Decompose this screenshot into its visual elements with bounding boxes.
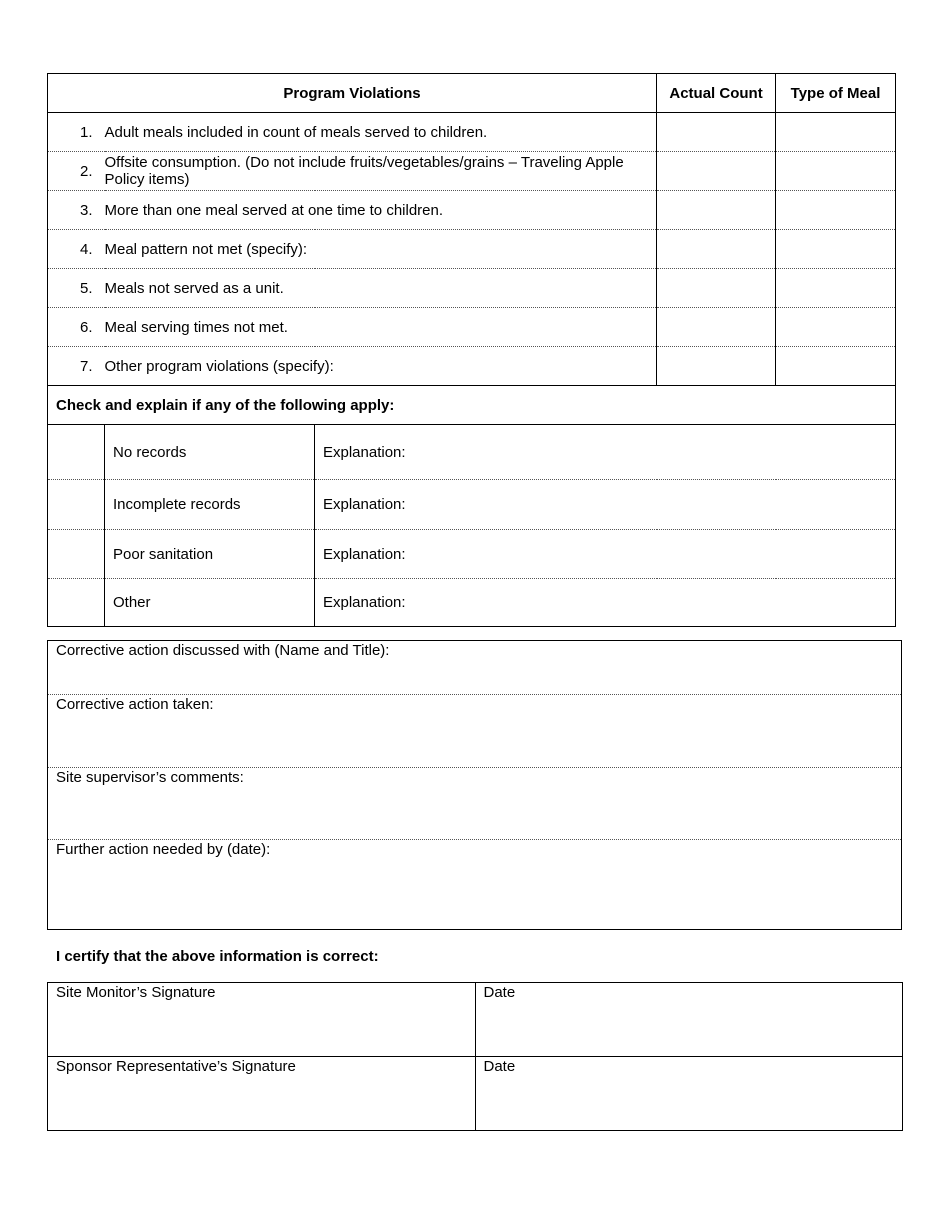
violation-row: [48, 191, 896, 230]
check-row: [48, 530, 896, 579]
action-taken-field[interactable]: Corrective action taken:: [48, 695, 902, 768]
type-of-meal-cell[interactable]: [776, 269, 896, 308]
type-of-meal-cell[interactable]: [776, 308, 896, 347]
site-monitor-signature-field[interactable]: Site Monitor’s Signature: [48, 983, 476, 1057]
check-box[interactable]: [48, 530, 105, 579]
corrective-row: [48, 768, 902, 840]
explanation-field[interactable]: Explanation:: [315, 480, 896, 530]
discussed-with-field[interactable]: Corrective action discussed with (Name and Title):: [48, 641, 902, 695]
violation-text: More than one meal served at one time to children.: [105, 191, 657, 230]
type-of-meal-cell[interactable]: [776, 230, 896, 269]
type-of-meal-cell[interactable]: [776, 152, 896, 191]
type-of-meal-header: Type of Meal: [776, 74, 896, 113]
violations-header-row: [48, 74, 896, 113]
certification-statement: I certify that the above information is correct:: [56, 948, 379, 965]
explanation-field[interactable]: Explanation:: [315, 530, 896, 579]
type-of-meal-cell[interactable]: [776, 191, 896, 230]
violation-row: [48, 113, 896, 152]
violation-number: 3.: [48, 191, 105, 230]
sponsor-rep-date-field[interactable]: Date: [475, 1057, 903, 1131]
violation-row: [48, 269, 896, 308]
violation-number: 1.: [48, 113, 105, 152]
check-row: [48, 480, 896, 530]
check-label: Other: [105, 579, 315, 627]
check-label: No records: [105, 425, 315, 480]
violation-row: [48, 230, 896, 269]
site-monitor-date-field[interactable]: Date: [475, 983, 903, 1057]
violation-number: 2.: [48, 152, 105, 191]
actual-count-cell[interactable]: [657, 230, 776, 269]
check-heading-row: [48, 386, 896, 425]
program-violations-header: Program Violations: [48, 74, 657, 113]
actual-count-cell[interactable]: [657, 113, 776, 152]
actual-count-cell[interactable]: [657, 269, 776, 308]
signature-row: [48, 983, 903, 1057]
violation-row: [48, 308, 896, 347]
corrective-row: [48, 695, 902, 768]
type-of-meal-cell[interactable]: [776, 113, 896, 152]
check-label: Incomplete records: [105, 480, 315, 530]
actual-count-cell[interactable]: [657, 347, 776, 386]
violation-text: Adult meals included in count of meals served to children.: [105, 113, 657, 152]
explanation-field[interactable]: Explanation:: [315, 579, 896, 627]
check-row: [48, 425, 896, 480]
type-of-meal-cell[interactable]: [776, 347, 896, 386]
check-row: [48, 579, 896, 627]
violation-row: [48, 347, 896, 386]
violation-text: Offsite consumption. (Do not include fruits/vegetables/grains – Traveling Apple Policy items): [105, 152, 657, 191]
check-box[interactable]: [48, 579, 105, 627]
program-violations-table: [47, 73, 896, 627]
corrective-action-table: [47, 640, 902, 930]
violation-row: [48, 152, 896, 191]
actual-count-cell[interactable]: [657, 152, 776, 191]
corrective-row: [48, 641, 902, 695]
signatures-table: [47, 982, 903, 1131]
sponsor-rep-signature-field[interactable]: Sponsor Representative’s Signature: [48, 1057, 476, 1131]
supervisor-comments-field[interactable]: Site supervisor’s comments:: [48, 768, 902, 840]
violation-number: 4.: [48, 230, 105, 269]
violation-text: Meals not served as a unit.: [105, 269, 657, 308]
check-heading: Check and explain if any of the following apply:: [48, 386, 896, 425]
signature-row: [48, 1057, 903, 1131]
violation-number: 6.: [48, 308, 105, 347]
violation-text: Other program violations (specify):: [105, 347, 657, 386]
violation-text: Meal pattern not met (specify):: [105, 230, 657, 269]
violation-number: 5.: [48, 269, 105, 308]
violation-number: 7.: [48, 347, 105, 386]
actual-count-cell[interactable]: [657, 308, 776, 347]
actual-count-cell[interactable]: [657, 191, 776, 230]
explanation-field[interactable]: Explanation:: [315, 425, 896, 480]
check-box[interactable]: [48, 480, 105, 530]
further-action-field[interactable]: Further action needed by (date):: [48, 840, 902, 930]
corrective-row: [48, 840, 902, 930]
check-box[interactable]: [48, 425, 105, 480]
check-label: Poor sanitation: [105, 530, 315, 579]
violation-text: Meal serving times not met.: [105, 308, 657, 347]
actual-count-header: Actual Count: [657, 74, 776, 113]
